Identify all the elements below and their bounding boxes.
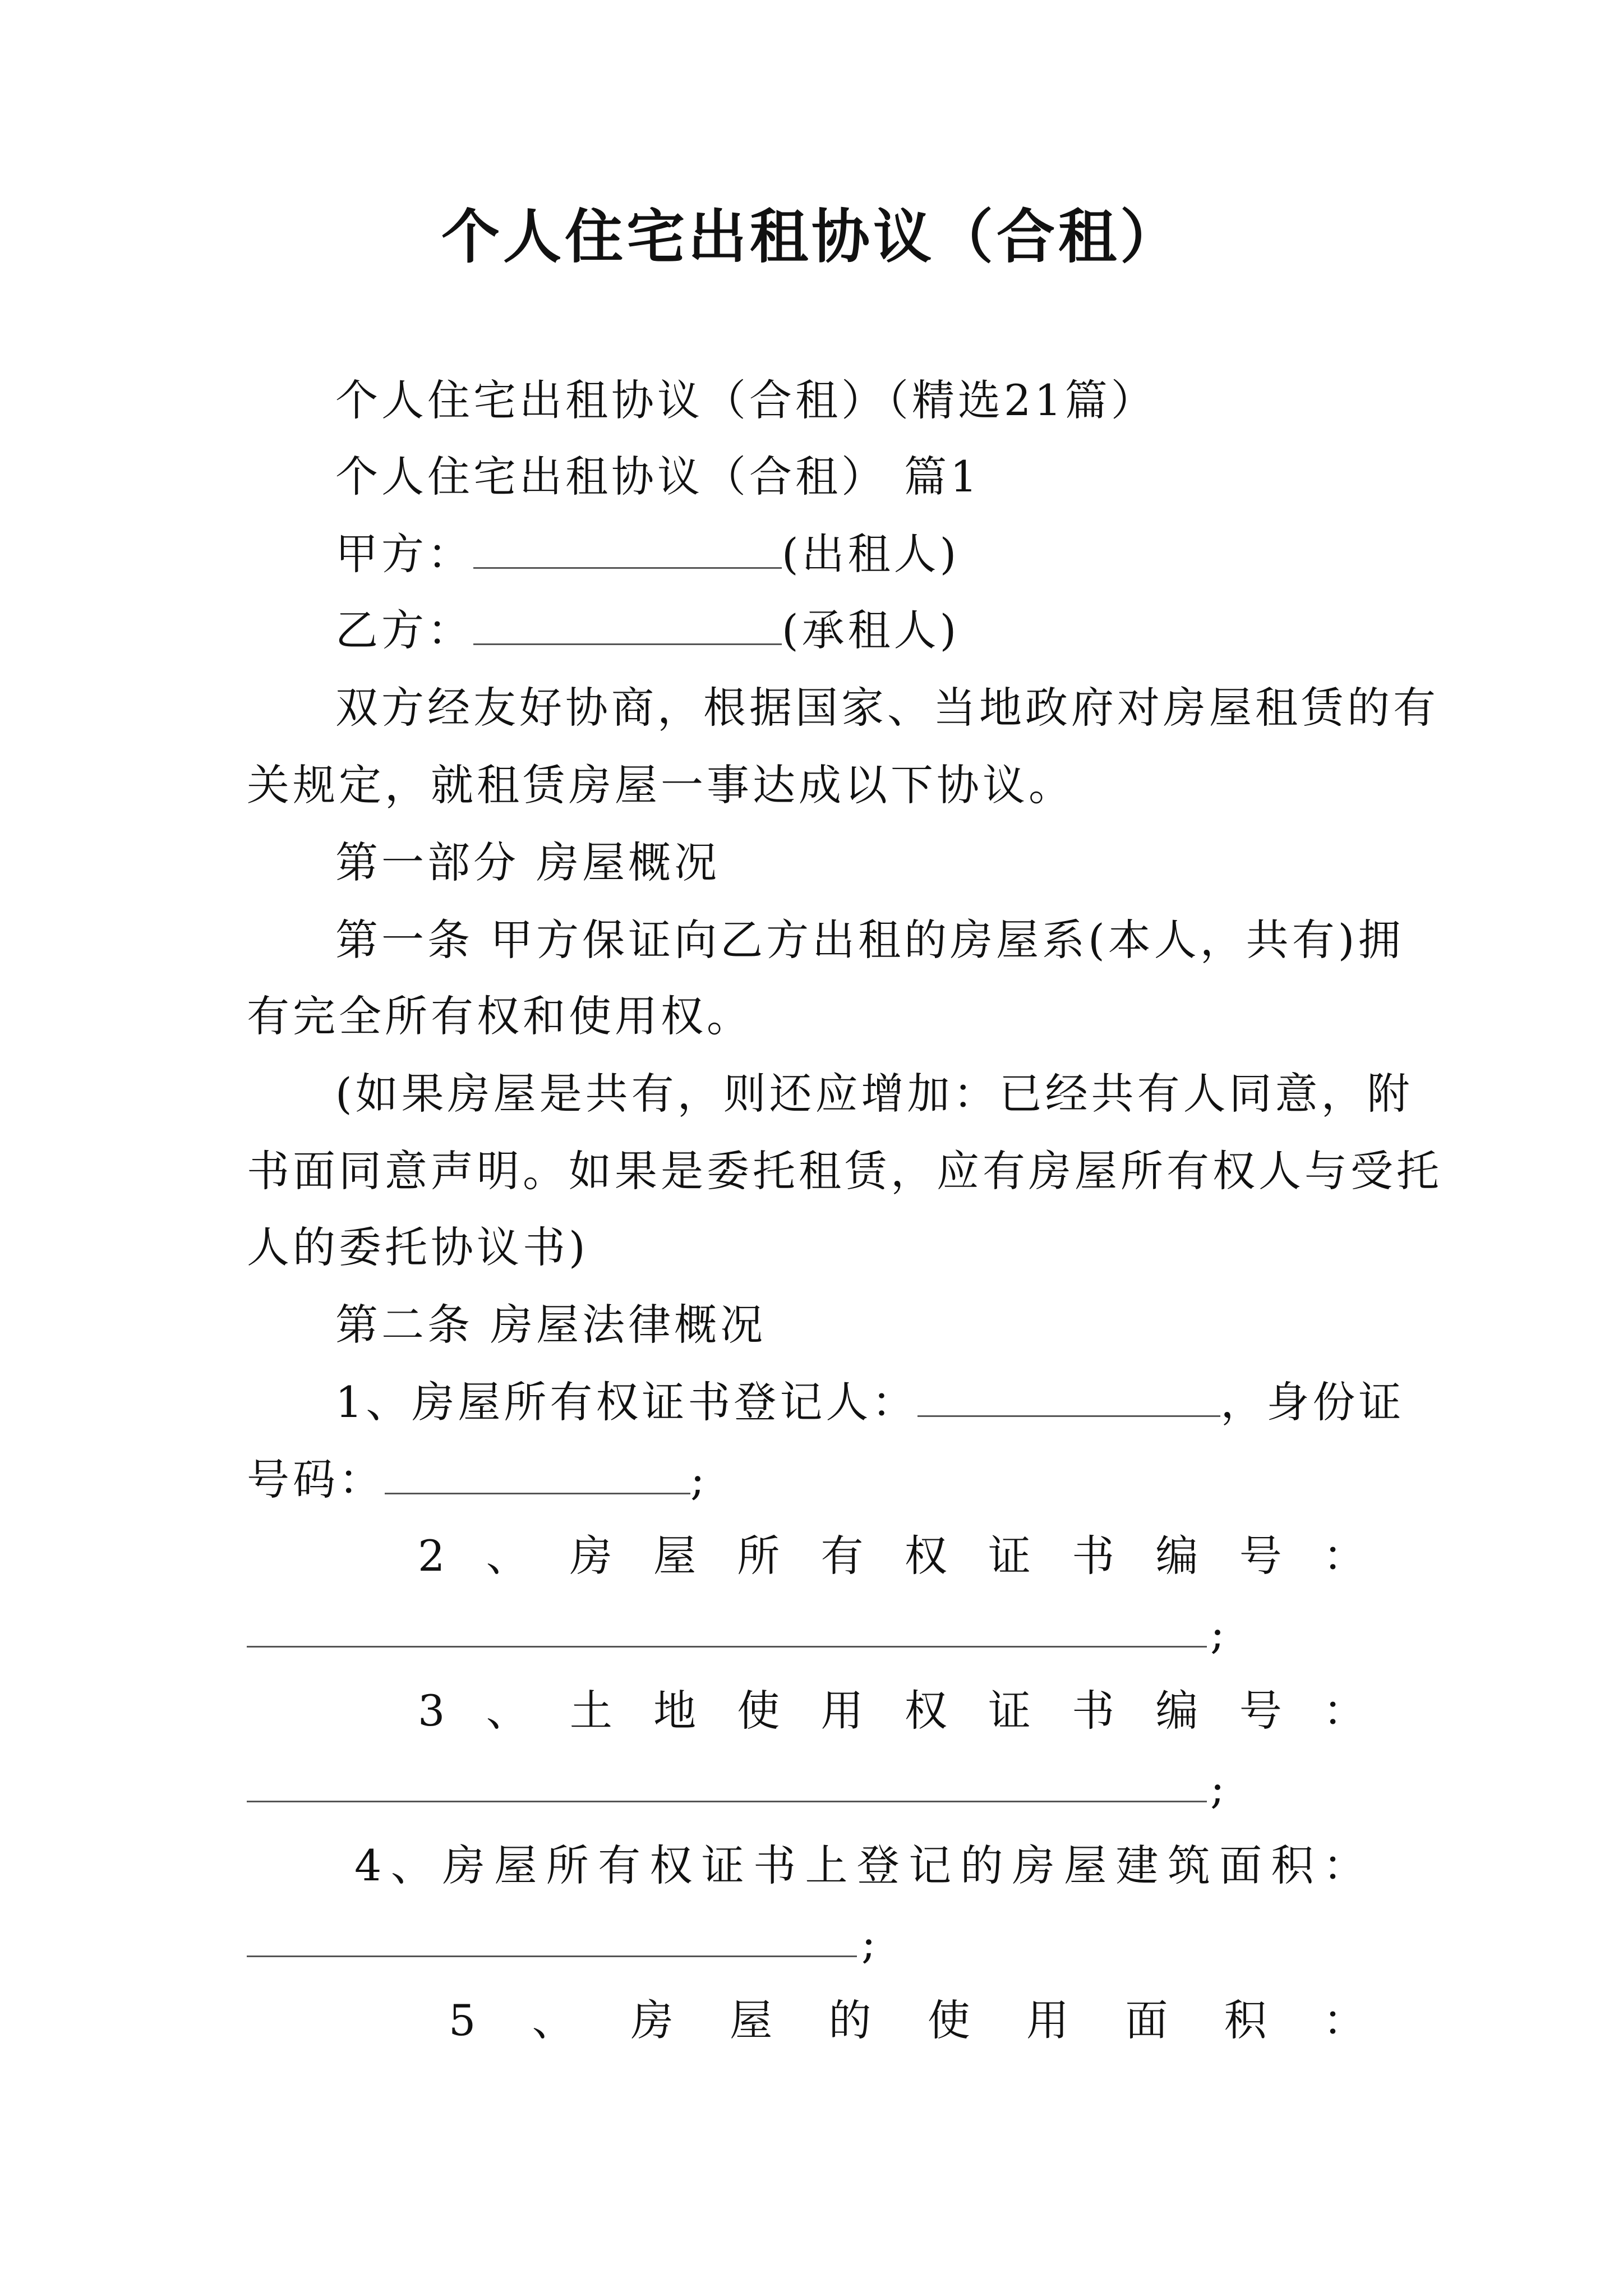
item5-char: 面 <box>1125 1995 1168 2045</box>
article1-line-1: 第一条 甲方保证向乙方出租的房屋系(本人，共有)拥 <box>335 915 1404 965</box>
item4-label <box>354 1838 1366 1894</box>
item5-char: ： <box>1322 1995 1366 2045</box>
item1-line-1 <box>335 1374 1404 1430</box>
item4-char: 、 <box>390 1841 434 1890</box>
item4-char: 书 <box>753 1841 796 1890</box>
item2-semicolon: ; <box>1210 1608 1225 1658</box>
item3-char: 权 <box>904 1686 947 1736</box>
item4-char: 积 <box>1271 1841 1314 1890</box>
item3-blank <box>247 1801 1207 1802</box>
party-b-role: (承租人) <box>782 605 960 655</box>
item5-char: 的 <box>828 1995 872 2045</box>
item4-char: 记 <box>909 1841 952 1890</box>
item3-char: 证 <box>988 1686 1031 1736</box>
item4-char: 房 <box>442 1841 486 1890</box>
item3-label <box>418 1683 1366 1739</box>
item4-char: 所 <box>546 1841 589 1890</box>
item5-char: 屋 <box>730 1995 773 2045</box>
item5-char: 5 <box>449 1995 476 2045</box>
item4-char: 面 <box>1219 1841 1262 1890</box>
item2-blank <box>247 1646 1207 1648</box>
item3-char: 3 <box>418 1686 445 1736</box>
item3-char: 号 <box>1239 1686 1282 1736</box>
item2-label <box>418 1528 1366 1584</box>
item1-semicolon: ; <box>690 1455 708 1504</box>
item1-line2-prefix: 号码： <box>247 1455 385 1504</box>
intro-line-1: 双方经友好协商，根据国家、当地政府对房屋租赁的有 <box>335 683 1439 733</box>
party-a-label: 甲方： <box>335 529 473 579</box>
item2-char: 证 <box>988 1531 1031 1581</box>
item2-char: 、 <box>486 1531 529 1581</box>
item3-char: 编 <box>1155 1686 1198 1736</box>
item2-char: 编 <box>1155 1531 1198 1581</box>
item4-char: 权 <box>649 1841 693 1890</box>
item4-char: 建 <box>1115 1841 1159 1890</box>
item1-prefix: 1、房屋所有权证书登记人： <box>335 1377 918 1427</box>
item2-char: 所 <box>737 1531 780 1581</box>
article2-heading: 第二条 房屋法律概况 <box>335 1300 767 1350</box>
item3-char: 地 <box>653 1686 697 1736</box>
party-b-blank <box>473 605 782 645</box>
document-title: 个人住宅出租协议（合租） <box>441 202 1182 271</box>
party-a-line <box>335 526 960 582</box>
item5-char: 积 <box>1224 1995 1267 2045</box>
item2-char: 屋 <box>653 1531 697 1581</box>
item3-char: 土 <box>569 1686 612 1736</box>
item4-char: 有 <box>598 1841 641 1890</box>
item2-char: ： <box>1322 1531 1366 1581</box>
intro-line-2: 关规定，就租赁房屋一事达成以下协议。 <box>247 760 1075 810</box>
item3-char: ： <box>1322 1686 1366 1736</box>
item3-semicolon: ; <box>1210 1763 1225 1813</box>
item4-char: 屋 <box>1064 1841 1107 1890</box>
item4-char: ： <box>1322 1841 1366 1890</box>
item2-char: 权 <box>904 1531 947 1581</box>
party-a-role: (出租人) <box>782 529 960 579</box>
party-b-line <box>335 602 960 659</box>
item3-char: 用 <box>820 1686 864 1736</box>
item3-char: 、 <box>486 1686 529 1736</box>
document-subtitle: 个人住宅出租协议（合租）（精选21篇） <box>335 375 1157 425</box>
item4-char: 的 <box>960 1841 1003 1890</box>
item4-char: 登 <box>856 1841 900 1890</box>
item2-char: 号 <box>1239 1531 1282 1581</box>
item4-char: 上 <box>805 1841 848 1890</box>
party-a-blank <box>473 529 782 569</box>
item1-suffix: ，身份证 <box>1220 1377 1405 1427</box>
item5-char: 房 <box>630 1995 674 2045</box>
item5-char: 、 <box>532 1995 575 2045</box>
item3-char: 书 <box>1072 1686 1115 1736</box>
note-line-1: (如果房屋是共有，则还应增加：已经共有人同意，附 <box>335 1069 1413 1119</box>
item5-char: 使 <box>927 1995 970 2045</box>
item4-semicolon: ; <box>861 1918 876 1968</box>
item4-char: 房 <box>1012 1841 1055 1890</box>
item5-label <box>449 1993 1366 2049</box>
item2-char: 房 <box>569 1531 612 1581</box>
party-b-label: 乙方： <box>335 605 473 655</box>
part1-heading: 第一部分 房屋概况 <box>335 838 721 887</box>
section-heading: 个人住宅出租协议（合租） 篇1 <box>335 452 981 501</box>
item2-char: 书 <box>1072 1531 1115 1581</box>
note-line-2: 书面同意声明。如果是委托租赁，应有房屋所有权人与受托 <box>247 1146 1442 1196</box>
item4-char: 证 <box>701 1841 744 1890</box>
item2-char: 2 <box>418 1531 445 1581</box>
item2-char: 有 <box>820 1531 864 1581</box>
article1-line-2: 有完全所有权和使用权。 <box>247 991 753 1041</box>
item4-blank <box>247 1955 857 1957</box>
item4-char: 筑 <box>1167 1841 1210 1890</box>
item3-char: 使 <box>737 1686 780 1736</box>
item5-char: 用 <box>1026 1995 1069 2045</box>
item4-char: 屋 <box>494 1841 537 1890</box>
item1-owner-blank <box>917 1377 1220 1417</box>
item4-char: 4 <box>354 1841 382 1890</box>
note-line-3: 人的委托协议书) <box>247 1222 589 1272</box>
item1-line-2 <box>247 1452 708 1508</box>
item1-id-blank <box>385 1455 690 1494</box>
